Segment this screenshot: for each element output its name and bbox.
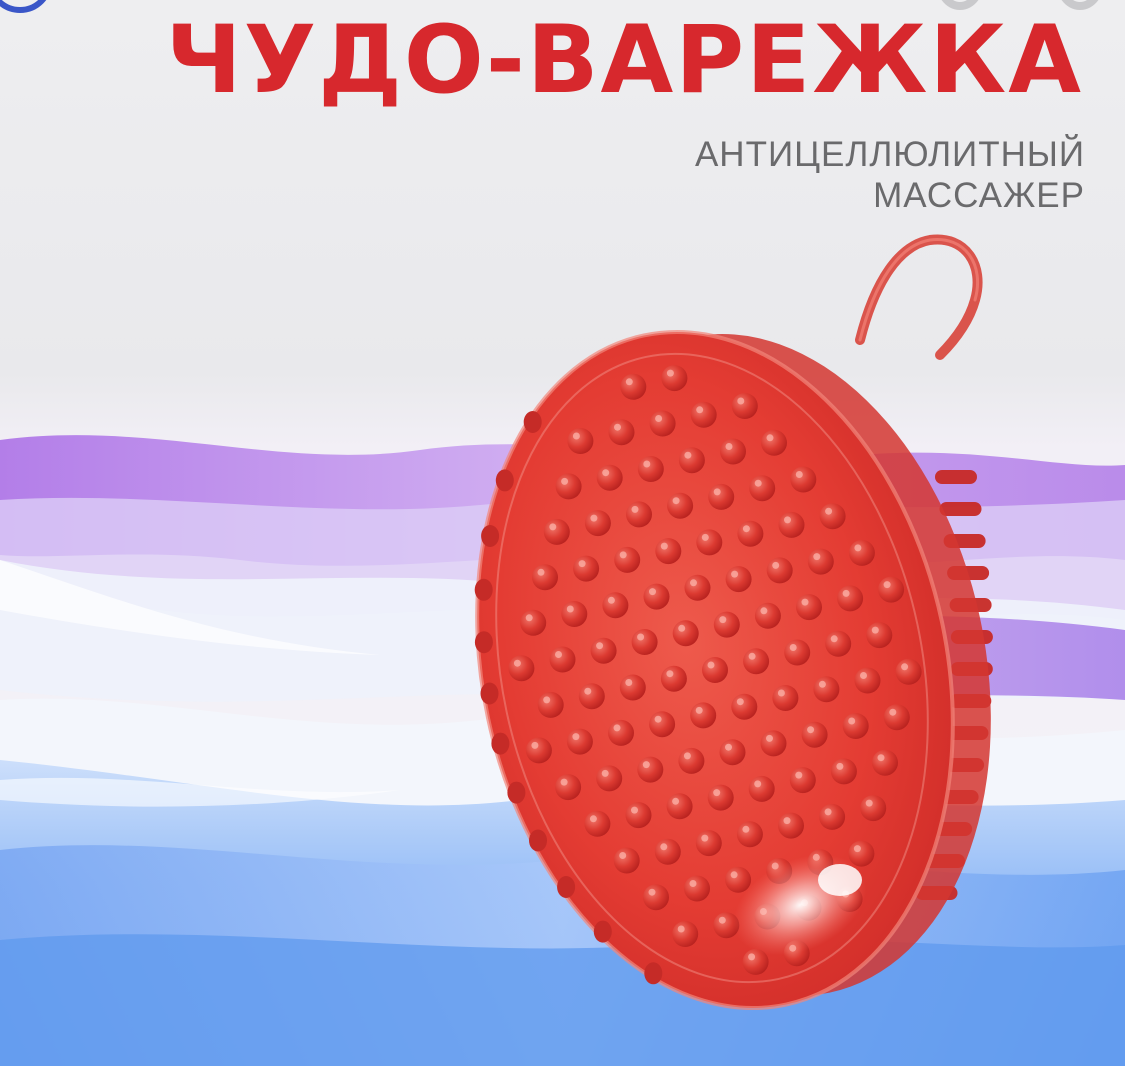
- massage-spike: [650, 411, 676, 437]
- spike-highlight: [625, 679, 632, 686]
- spike-highlight: [626, 378, 633, 385]
- spike-highlight: [561, 779, 568, 786]
- spike-highlight: [825, 808, 832, 815]
- spike-highlight: [737, 698, 744, 705]
- spike-highlight: [807, 726, 814, 733]
- spike-highlight: [573, 433, 580, 440]
- spike-highlight: [748, 953, 755, 960]
- side-nub: [481, 683, 499, 705]
- product-title: ЧУДО-ВАРЕЖКА: [165, 6, 1083, 115]
- massage-spike: [508, 655, 534, 681]
- massage-spike: [667, 493, 693, 519]
- spike-highlight: [819, 681, 826, 688]
- spike-highlight: [755, 480, 762, 487]
- spike-highlight: [831, 635, 838, 642]
- massage-spike: [825, 631, 851, 657]
- massage-spike: [567, 729, 593, 755]
- spike-highlight: [608, 597, 615, 604]
- massage-spike: [813, 676, 839, 702]
- massage-spike: [767, 557, 793, 583]
- spike-highlight: [649, 889, 656, 896]
- massage-spike: [720, 439, 746, 465]
- spike-highlight: [619, 852, 626, 859]
- spike-highlight: [836, 763, 843, 770]
- massage-spike: [802, 722, 828, 748]
- massage-spike: [620, 374, 646, 400]
- massage-spike: [772, 685, 798, 711]
- spike-highlight: [614, 424, 621, 431]
- massage-spike: [819, 804, 845, 830]
- massage-spike: [667, 793, 693, 819]
- spike-highlight: [889, 709, 896, 716]
- massage-spike: [567, 428, 593, 454]
- massage-spike: [649, 711, 675, 737]
- massage-spike: [732, 393, 758, 419]
- spike-highlight: [742, 826, 749, 833]
- massage-spike: [609, 419, 635, 445]
- massage-spike: [555, 774, 581, 800]
- spike-highlight: [860, 672, 867, 679]
- massage-spike: [620, 675, 646, 701]
- spike-highlight: [643, 761, 650, 768]
- massage-spike: [591, 638, 617, 664]
- massage-spike: [579, 683, 605, 709]
- side-nub: [475, 631, 493, 653]
- spike-highlight: [655, 716, 662, 723]
- spike-highlight: [708, 662, 715, 669]
- spike-highlight: [584, 688, 591, 695]
- spike-highlight: [719, 616, 726, 623]
- spike-highlight: [590, 515, 597, 522]
- spike-highlight: [661, 543, 668, 550]
- massage-spike: [626, 501, 652, 527]
- massage-spike: [778, 813, 804, 839]
- spike-highlight: [672, 798, 679, 805]
- back-ridge: [935, 470, 977, 484]
- spike-highlight: [555, 651, 562, 658]
- massage-spike: [737, 521, 763, 547]
- spike-highlight: [854, 845, 861, 852]
- spike-highlight: [590, 815, 597, 822]
- massage-spike: [556, 473, 582, 499]
- massage-spike: [761, 430, 787, 456]
- massage-spike: [755, 603, 781, 629]
- spike-highlight: [796, 471, 803, 478]
- side-nub: [529, 830, 547, 852]
- massage-spike: [731, 694, 757, 720]
- massage-spike: [655, 538, 681, 564]
- spike-highlight: [579, 560, 586, 567]
- massage-spike: [520, 610, 546, 636]
- spike-highlight: [743, 525, 750, 532]
- spike-highlight: [737, 398, 744, 405]
- spike-highlight: [702, 534, 709, 541]
- spike-highlight: [866, 800, 873, 807]
- spike-highlight: [713, 789, 720, 796]
- massage-spike: [673, 620, 699, 646]
- spike-highlight: [731, 571, 738, 578]
- spike-highlight: [719, 917, 726, 924]
- spike-highlight: [760, 607, 767, 614]
- massage-spike: [602, 592, 628, 618]
- spike-highlight: [526, 614, 533, 621]
- spike-highlight: [678, 625, 685, 632]
- side-nub: [496, 469, 514, 491]
- spike-highlight: [784, 516, 791, 523]
- spike-highlight: [725, 744, 732, 751]
- subtitle-line-1: АНТИЦЕЛЛЮЛИТНЫЙ: [694, 135, 1085, 174]
- spike-highlight: [561, 478, 568, 485]
- spike-highlight: [714, 488, 721, 495]
- spike-highlight: [572, 733, 579, 740]
- massage-spike: [679, 447, 705, 473]
- massage-spike: [725, 867, 751, 893]
- spike-highlight: [632, 506, 639, 513]
- spike-highlight: [673, 497, 680, 504]
- massage-spike: [749, 475, 775, 501]
- spike-highlight: [596, 642, 603, 649]
- massage-spike: [820, 503, 846, 529]
- massage-spike: [779, 512, 805, 538]
- massage-spike: [643, 884, 669, 910]
- massage-spike: [849, 540, 875, 566]
- massage-spike: [784, 640, 810, 666]
- spike-highlight: [531, 742, 538, 749]
- massage-spike: [696, 529, 722, 555]
- massage-spike: [526, 737, 552, 763]
- spike-highlight: [637, 634, 644, 641]
- massage-spike: [685, 575, 711, 601]
- spike-highlight: [684, 452, 691, 459]
- spike-highlight: [802, 599, 809, 606]
- spike-highlight: [602, 770, 609, 777]
- massage-spike: [661, 666, 687, 692]
- spike-highlight: [649, 588, 656, 595]
- spike-highlight: [790, 644, 797, 651]
- spike-highlight: [660, 843, 667, 850]
- side-nub: [644, 962, 662, 984]
- spike-highlight: [848, 718, 855, 725]
- massage-spike: [532, 564, 558, 590]
- side-nub: [481, 525, 499, 547]
- spike-highlight: [643, 461, 650, 468]
- side-nub: [491, 733, 509, 755]
- spike-highlight: [872, 627, 879, 634]
- spike-highlight: [602, 469, 609, 476]
- massage-spike: [696, 830, 722, 856]
- massage-spike: [690, 702, 716, 728]
- spike-highlight: [567, 606, 574, 613]
- spike-highlight: [614, 724, 621, 731]
- massage-spike: [614, 848, 640, 874]
- massage-spike: [808, 549, 834, 575]
- massage-spike: [608, 720, 634, 746]
- spike-highlight: [696, 406, 703, 413]
- spike-highlight: [631, 807, 638, 814]
- massage-spike: [896, 659, 922, 685]
- massage-spike: [720, 739, 746, 765]
- massage-spike: [614, 547, 640, 573]
- massage-spike: [855, 668, 881, 694]
- spike-highlight: [543, 696, 550, 703]
- spike-highlight: [731, 871, 738, 878]
- spike-highlight: [655, 415, 662, 422]
- spike-highlight: [690, 579, 697, 586]
- massage-spike: [691, 402, 717, 428]
- massage-spike: [632, 629, 658, 655]
- massage-spike: [655, 839, 681, 865]
- massage-spike: [638, 456, 664, 482]
- spike-highlight: [754, 780, 761, 787]
- spike-highlight: [690, 880, 697, 887]
- spike-highlight: [784, 817, 791, 824]
- spike-highlight: [667, 370, 674, 377]
- subtitle-line-2: МАССАЖЕР: [873, 176, 1085, 215]
- massage-spike: [678, 748, 704, 774]
- spike-highlight: [726, 443, 733, 450]
- spike-highlight: [766, 735, 773, 742]
- massage-spike: [672, 921, 698, 947]
- massage-spike: [714, 612, 740, 638]
- spike-highlight: [678, 926, 685, 933]
- spike-highlight: [749, 653, 756, 660]
- massage-spike: [790, 467, 816, 493]
- massage-spike: [538, 692, 564, 718]
- massage-spike: [743, 648, 769, 674]
- spike-highlight: [772, 562, 779, 569]
- massage-spike: [708, 785, 734, 811]
- massage-spike: [644, 584, 670, 610]
- spike-highlight: [878, 754, 885, 761]
- massage-spike: [860, 795, 886, 821]
- spike-highlight: [778, 690, 785, 697]
- massage-spike: [584, 811, 610, 837]
- massage-spike: [749, 776, 775, 802]
- side-nub: [524, 411, 542, 433]
- massage-spike: [872, 750, 898, 776]
- side-nub: [594, 921, 612, 943]
- massage-spike: [831, 758, 857, 784]
- side-nub: [557, 876, 575, 898]
- spike-highlight: [701, 835, 708, 842]
- massage-spike: [573, 556, 599, 582]
- spike-highlight: [825, 508, 832, 515]
- spike-highlight: [696, 707, 703, 714]
- spike-highlight: [854, 544, 861, 551]
- spike-highlight: [884, 581, 891, 588]
- massage-spike: [761, 730, 787, 756]
- massage-spike: [661, 365, 687, 391]
- spike-highlight: [684, 752, 691, 759]
- spike-highlight: [767, 434, 774, 441]
- massage-spike: [550, 647, 576, 673]
- massage-spike: [597, 465, 623, 491]
- side-nub: [507, 782, 525, 804]
- massage-spike: [884, 704, 910, 730]
- massage-spike: [866, 622, 892, 648]
- massage-spike: [708, 484, 734, 510]
- massage-spike: [702, 657, 728, 683]
- massage-spike: [596, 765, 622, 791]
- spike-highlight: [813, 553, 820, 560]
- spike-highlight: [620, 551, 627, 558]
- spike-highlight: [666, 670, 673, 677]
- massage-spike: [878, 577, 904, 603]
- massage-spike: [790, 767, 816, 793]
- spike-highlight: [843, 590, 850, 597]
- massage-spike: [837, 585, 863, 611]
- massage-spike: [544, 519, 570, 545]
- side-nub: [475, 579, 493, 601]
- spike-highlight: [538, 569, 545, 576]
- massage-spike: [843, 713, 869, 739]
- massage-spike: [684, 876, 710, 902]
- massage-spike: [737, 821, 763, 847]
- spike-highlight: [901, 663, 908, 670]
- back-ridge: [940, 502, 982, 516]
- massage-spike: [585, 510, 611, 536]
- massage-spike: [561, 601, 587, 627]
- massage-spike: [626, 802, 652, 828]
- massage-spike: [637, 757, 663, 783]
- spike-highlight: [549, 523, 556, 530]
- product-subtitle: [695, 134, 1085, 216]
- massage-spike: [796, 594, 822, 620]
- spike-highlight: [514, 660, 521, 667]
- massage-spike: [726, 566, 752, 592]
- spike-highlight: [795, 772, 802, 779]
